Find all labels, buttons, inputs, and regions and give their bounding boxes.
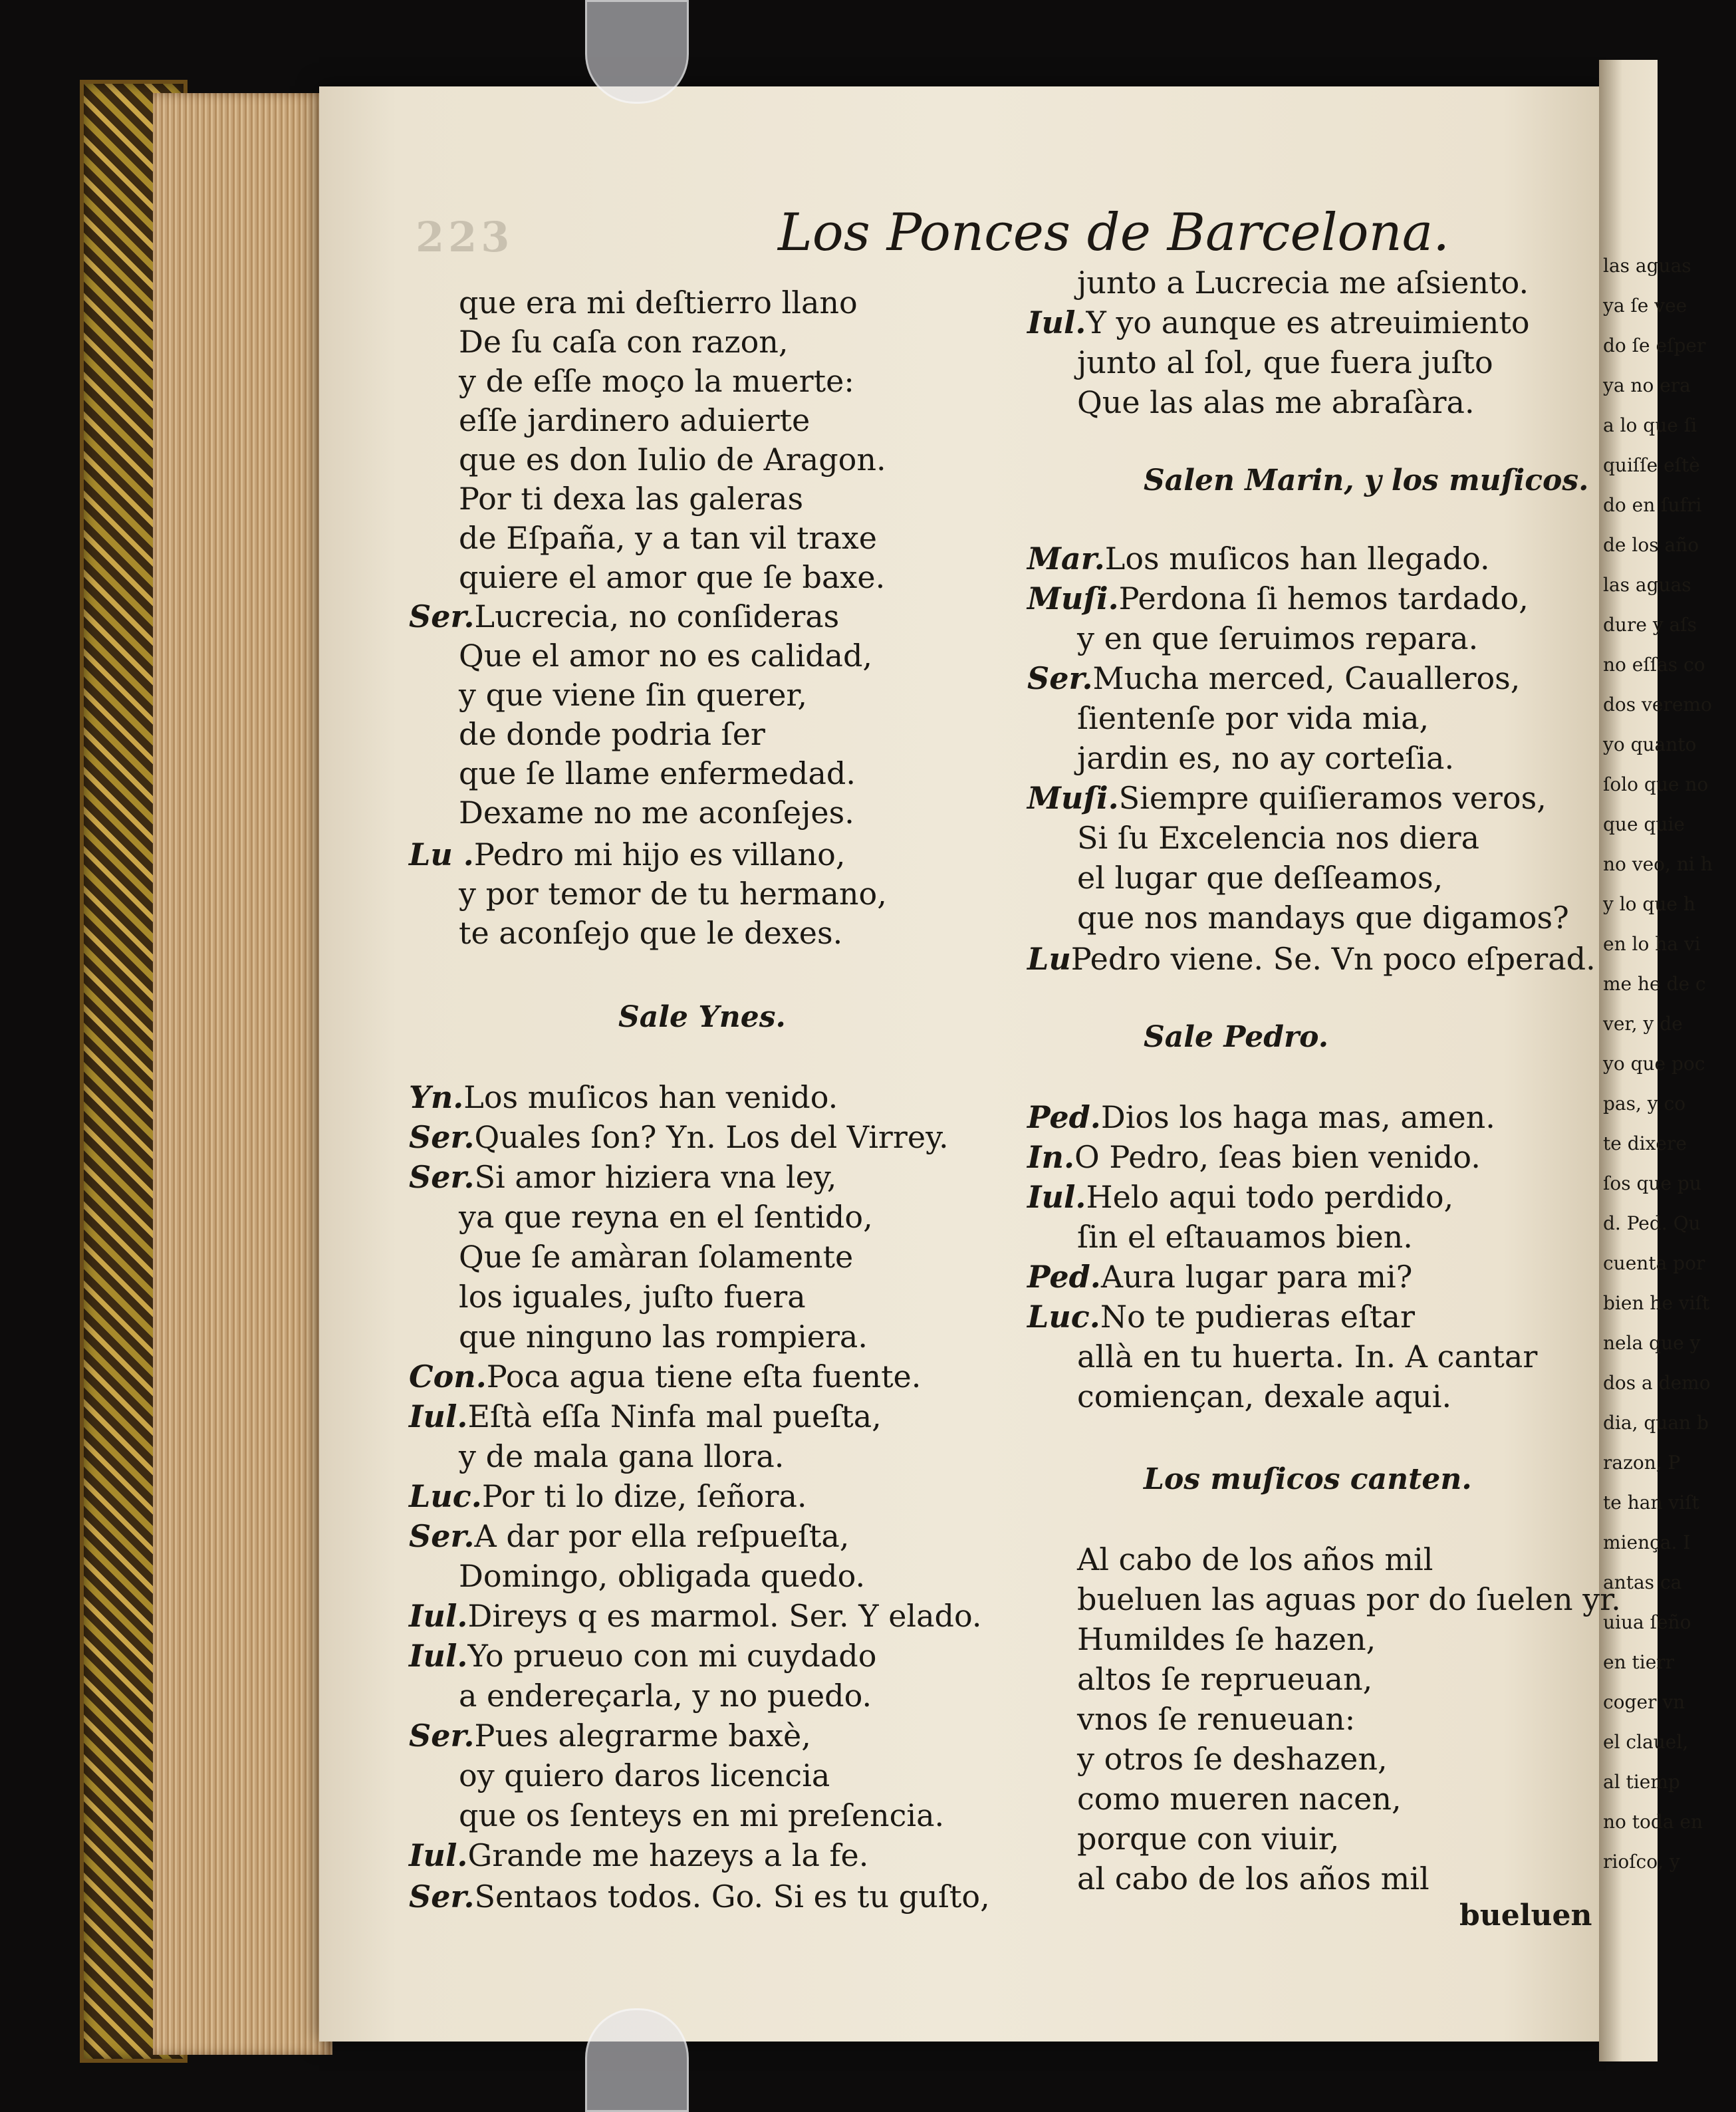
speaker-label: Muſi. [1027,780,1119,816]
verse-line [459,400,810,440]
verse-text: que os ſenteys en mi preſencia. [459,1797,945,1833]
verse-line [1077,1539,1433,1579]
verse-text: oy quiero daros licencia [459,1758,830,1793]
facing-page-fragment: coger vn [1603,1691,1685,1713]
verse-text: Helo aqui todo perdido, [1086,1179,1454,1215]
speaker-label: Iul. [409,1598,468,1634]
speaker-label: In. [1027,1139,1074,1175]
verse-line [409,1877,990,1916]
facing-page-fragment: en lo ha vi [1603,933,1701,955]
facing-page-fragment: te dixere [1603,1132,1687,1154]
verse-line [1027,939,1596,979]
speaker-label: Lu [1027,941,1071,977]
verse-text: Eſtà eſſa Ninfa mal pueſta, [467,1398,882,1434]
facing-page-fragment: antas ca [1603,1571,1682,1593]
verse-text: Pedro mi hijo es villano, [473,837,846,872]
facing-page-fragment: do ſe eſper [1603,334,1706,356]
page-clip-top [585,0,689,104]
facing-page-fragment: nela que y [1603,1332,1701,1354]
speaker-label: Con. [409,1359,487,1394]
verse-line [459,557,885,597]
verse-text: a endereçarla, y no puedo. [459,1678,872,1714]
verse-text: Pues alegrarme baxè, [474,1718,811,1754]
verse-text: vnos ſe renueuan: [1077,1701,1356,1737]
verse-line [459,1795,944,1835]
stage-direction: Sale Pedro. [1144,1020,1329,1054]
verse-text: No te pudieras eſtar [1100,1299,1415,1335]
facing-page-fragment: y lo que h [1603,893,1695,915]
verse-line [1027,303,1530,342]
speaker-label: Iul. [409,1638,468,1674]
facing-page-fragment: de los año [1603,534,1699,556]
facing-page-fragment: ya ſe vee [1603,295,1687,317]
facing-page-fragment: ſolo que no [1603,773,1709,795]
speaker-label: Muſi. [1027,581,1119,616]
verse-text: jardin es, no ay corteſia. [1077,740,1455,776]
verse-line [1027,778,1547,818]
verse-line [409,1835,868,1875]
verse-line [459,753,856,793]
verse-text: Quales ſon? Yn. Los del Virrey. [474,1119,949,1155]
verse-text: quiere el amor que ſe baxe. [459,559,886,595]
speaker-label: Ser. [409,1159,475,1195]
verse-text: Los muſicos han llegado. [1104,541,1490,577]
verse-line [1077,858,1443,898]
verse-text: y de eſſe moço la muerte: [459,363,854,399]
verse-line [409,835,846,874]
verse-text: que era mi deſtierro llano [459,285,858,321]
verse-line [459,913,842,953]
facing-page-fragment: a lo que ſi [1603,414,1697,436]
verse-text: Los muſicos han venido. [463,1079,838,1115]
verse-text: el lugar que deſſeamos, [1077,860,1443,896]
verse-text: Al cabo de los años mil [1077,1541,1433,1577]
verse-text: Domingo, obligada quedo. [459,1558,866,1594]
verse-line [1077,1859,1429,1899]
facing-page-fragment: miença. I [1603,1531,1691,1553]
verse-text: Perdona ſi hemos tardado, [1118,581,1529,616]
speaker-label: Iul. [409,1398,468,1434]
verse-text: Pedro viene. Se. Vn poco eſperad. [1070,941,1596,977]
verse-line [459,283,858,323]
verse-line [409,1596,982,1636]
running-header: Los Ponces de Barcelona. [778,203,1450,263]
verse-line [409,596,839,636]
verse-line [409,1117,949,1157]
verse-line [1077,1377,1451,1416]
verse-text: ſientenſe por vida mia, [1077,700,1429,736]
facing-page-fragment: d. Ped. Qu [1603,1212,1701,1234]
speaker-label: Luc. [409,1478,482,1514]
page-clip-bottom [585,2008,689,2112]
verse-text: Lucrecia, no conſideras [474,598,840,634]
verse-line [1077,1659,1372,1699]
verse-text: de Eſpaña, y a tan vil traxe [459,520,877,556]
stage-direction: Sale Ynes. [618,1000,786,1034]
facing-page-fragment: razon, P [1603,1452,1681,1474]
facing-page-fragment: dos veremo [1603,694,1712,716]
verse-text: Por ti dexa las galeras [459,481,804,517]
speaker-label: Iul. [1027,305,1086,340]
speaker-label: Mar. [1027,541,1105,577]
verse-line [459,1436,784,1476]
verse-text: Si amor hiziera vna ley, [474,1159,837,1195]
verse-text: comiençan, dexale aqui. [1077,1379,1452,1414]
verse-text: bueluen las aguas por do ſuelen yr. [1077,1581,1621,1617]
catchword: bueluen [1459,1899,1592,1932]
verse-line [459,1277,806,1317]
verse-text: Grande me hazeys a la fe. [467,1837,869,1873]
verse-line [1027,1137,1481,1177]
verse-text: Humildes ſe hazen, [1077,1621,1376,1657]
facing-page-fragment: cuenta por [1603,1252,1705,1274]
speaker-label: Ser. [409,1518,475,1554]
speaker-label: Ped. [1027,1099,1101,1135]
speaker-label: Iul. [1027,1179,1086,1215]
verse-line [1077,738,1454,778]
verse-line [409,1077,838,1117]
verse-line [459,1197,873,1237]
verse-line [1077,1739,1388,1779]
verse-text: ya que reyna en el ſentido, [459,1199,873,1235]
verse-text: Que las alas me abraſàra. [1077,384,1475,420]
verse-line [409,1396,882,1436]
verse-line [1077,818,1479,858]
verse-text: Direys q es marmol. Ser. Y elado. [467,1598,982,1634]
verse-text: que es don Iulio de Aragon. [459,442,886,477]
speaker-label: Iul. [409,1837,468,1873]
verse-text: y por temor de tu hermano, [459,876,887,912]
verse-line [1027,1257,1412,1297]
speaker-label: Ser. [409,1119,475,1155]
verse-text: Siempre quiſieramos veros, [1118,780,1547,816]
facing-page-fragment: yo que poc [1603,1053,1705,1075]
verse-text: porque con viuir, [1077,1821,1340,1857]
speaker-label: Luc. [1027,1299,1100,1335]
verse-text: Por ti lo dize, ſeñora. [481,1478,807,1514]
verse-text: Que ſe amàran ſolamente [459,1239,854,1275]
verse-line [1077,342,1493,382]
verse-line [459,675,807,715]
facing-page-fragment: me he de c [1603,973,1706,995]
speaker-label: Ser. [409,1879,475,1914]
facing-page-fragment: dia, quan b [1603,1412,1709,1434]
facing-page-fragment: no veo, ni h [1603,853,1713,875]
stage-direction: Salen Marin, y los muſicos. [1144,463,1589,497]
speaker-label: Ser. [1027,660,1093,696]
verse-line [1027,579,1529,618]
facing-page-fragment: do en ſufri [1603,494,1702,516]
verse-text: y otros ſe deshazen, [1077,1741,1388,1777]
verse-line [409,1516,849,1556]
verse-line [1077,1819,1339,1859]
facing-page-fragment: las aguas [1603,574,1691,596]
verse-text: al cabo de los años mil [1077,1861,1429,1897]
facing-page-fragment: no toda en [1603,1811,1703,1833]
verse-line [1077,382,1475,422]
verse-text: eſſe jardinero aduierte [459,402,810,438]
verse-text: Aura lugar para mi? [1100,1259,1413,1295]
facing-page-fragment: al tiemp [1603,1771,1680,1793]
speaker-label: Ser. [409,598,475,634]
verse-line [1027,539,1490,579]
verse-text: Poca agua tiene eſta fuente. [486,1359,922,1394]
speaker-label: Ped. [1027,1259,1101,1295]
verse-text: altos ſe reprueuan, [1077,1661,1373,1697]
facing-page-fragment: dure y aſs [1603,614,1697,636]
verse-line [409,1636,876,1676]
verse-text: A dar por ella reſpueſta, [474,1518,850,1554]
verse-line [409,1716,811,1756]
verse-line [1027,1177,1453,1217]
verse-line [459,874,887,914]
verse-line [1077,898,1569,938]
verse-line [459,1317,868,1357]
verse-text: los iguales, juſto fuera [459,1279,806,1315]
verse-text: y en que ſeruimos repara. [1077,620,1479,656]
verse-line [1077,698,1429,738]
verse-line [459,518,877,558]
verse-text: y que viene ſin querer, [459,677,807,713]
facing-page-fragment: ya no era [1603,374,1691,396]
verse-text: te aconſejo que le dexes. [459,915,843,951]
verse-text: allà en tu huerta. In. A cantar [1077,1339,1538,1375]
verse-text: que nos mandays que digamos? [1077,900,1569,936]
verse-line [409,1357,921,1396]
verse-line [459,322,789,362]
facing-page [1599,60,1713,2061]
verse-line [459,1756,830,1795]
facing-page-fragment: te han viſt [1603,1492,1699,1514]
facing-page-fragment: pas, y co [1603,1093,1686,1115]
speaker-label: Yn. [409,1079,464,1115]
verse-line [1077,1619,1376,1659]
verse-line [459,793,854,833]
verse-line [409,1157,836,1197]
verse-text: junto a Lucrecia me aſsiento. [1077,265,1529,301]
verse-text: De ſu caſa con razon, [459,324,789,360]
facing-page-fragment: el clauel, [1603,1731,1689,1753]
facing-page-fragment: uiua ſeño [1603,1611,1691,1633]
speaker-label: Lu . [409,837,474,872]
facing-page-fragment: dos a demo [1603,1372,1711,1394]
verse-line [459,440,886,479]
verse-text: como mueren nacen, [1077,1781,1402,1817]
verse-text: O Pedro, ſeas bien venido. [1074,1139,1481,1175]
verse-line [409,1476,807,1516]
facing-page-fragment: no eſſas co [1603,654,1705,676]
verse-text: de donde podria ſer [459,716,765,752]
verse-line [459,1676,872,1716]
facing-page-fragment: ſos que pu [1603,1172,1701,1194]
verse-line [1077,1779,1402,1819]
verse-text: ſin el eſtauamos bien. [1077,1219,1413,1255]
verse-text: que ninguno las rompiera. [459,1319,868,1355]
verse-text: Sentaos todos. Go. Si es tu guſto, [474,1879,990,1914]
facing-page-fragment: que quie [1603,813,1685,835]
verse-text: y de mala gana llora. [459,1438,785,1474]
facing-page-fragment: ver, y de [1603,1013,1683,1035]
verse-text: Yo prueuo con mi cuydado [467,1638,877,1674]
verse-line [1077,1337,1537,1377]
verse-line [1027,658,1520,698]
verse-text: Y yo aunque es atreuimiento [1086,305,1530,340]
verse-line [459,1237,853,1277]
verse-text: Mucha merced, Caualleros, [1092,660,1521,696]
verse-line [459,714,765,754]
verse-text: que ſe llame enfermedad. [459,755,856,791]
facing-page-fragment: bien he viſt [1603,1292,1710,1314]
verse-line [1077,618,1478,658]
verse-line [1077,1217,1413,1257]
verse-line [459,636,872,676]
verse-text: junto al ſol, que fuera juſto [1077,344,1493,380]
speaker-label: Ser. [409,1718,475,1754]
facing-page-fragment: quiſſe eſtè [1603,454,1700,476]
verse-line [459,361,854,401]
verse-line [1077,1579,1621,1619]
verse-text: Dexame no me aconſejes. [459,795,854,831]
facing-page-fragment: en tierr [1603,1651,1675,1673]
facing-page-fragment: yo quanto [1603,733,1697,755]
facing-page-fragment: rioſco, y [1603,1851,1680,1873]
verse-line [1027,1297,1415,1337]
verse-text: Que el amor no es calidad, [459,638,873,674]
page-number: 223 [416,213,514,261]
verse-line [1027,1097,1495,1137]
page-block-edge [153,93,332,2055]
verse-line [459,479,803,519]
verse-line [1077,1699,1355,1739]
verse-line [1077,263,1529,303]
stage-direction: Los muſicos canten. [1144,1462,1472,1496]
verse-text: Si ſu Excelencia nos diera [1077,820,1480,856]
verse-line [459,1556,865,1596]
facing-page-fragment: las aguas [1603,255,1691,277]
verse-text: Dios los haga mas, amen. [1100,1099,1495,1135]
